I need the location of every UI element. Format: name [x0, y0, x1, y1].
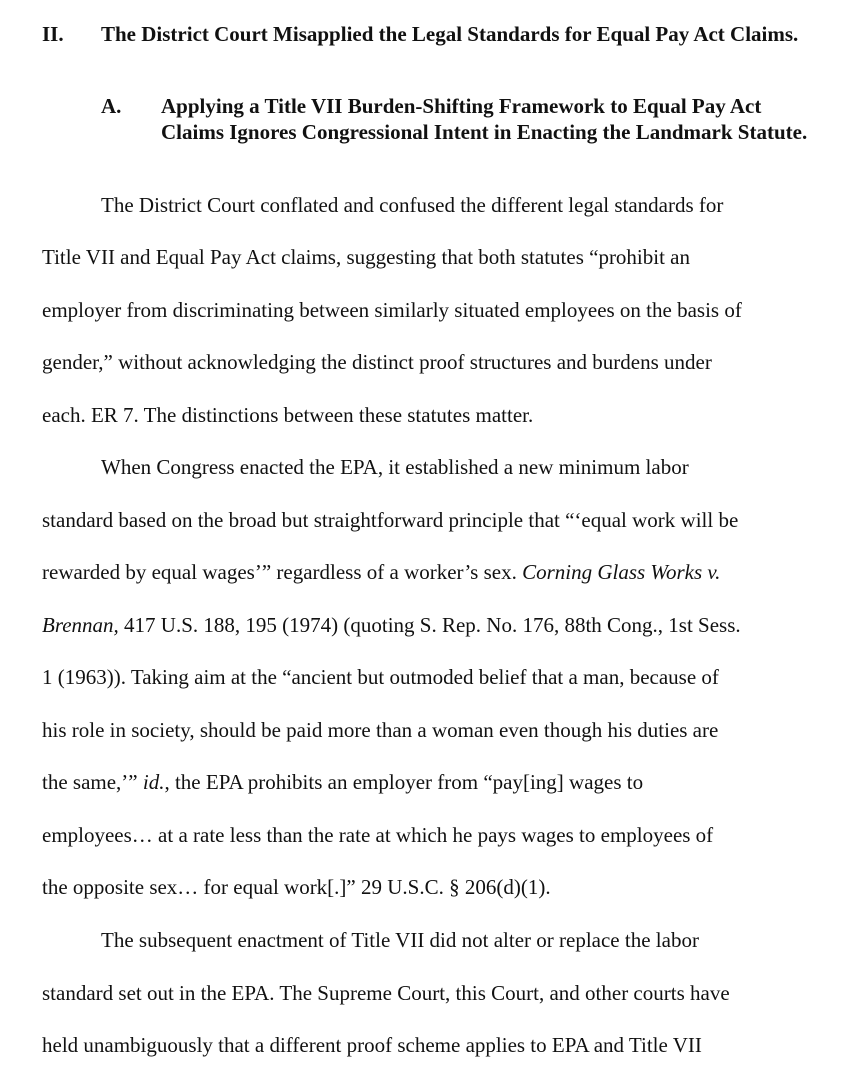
body-line: the opposite sex… for equal work[.]” 29 U.S.C. § 206(d)(1).	[42, 875, 551, 899]
body-line: standard based on the broad but straightforward principle that “‘equal work will be	[42, 508, 739, 532]
body-line: his role in society, should be paid more than a woman even though his duties are	[42, 718, 719, 742]
body-line: gender,” without acknowledging the distinct proof structures and burdens under	[42, 350, 712, 374]
body-text: 417 U.S. 188, 195 (1974) (quoting S. Rep. No. 176, 88th Cong., 1st Sess.	[118, 613, 741, 637]
body-line: Title VII and Equal Pay Act claims, suggesting that both statutes “prohibit an	[42, 245, 691, 269]
subsection-letter: A.	[101, 94, 122, 118]
body-line: When Congress enacted the EPA, it established a new minimum labor	[101, 455, 689, 479]
section-heading: The District Court Misapplied the Legal Standards for Equal Pay Act Claims.	[101, 22, 799, 46]
body-text: rewarded by equal wages’” regardless of a worker’s sex.	[42, 560, 517, 584]
section-number: II.	[42, 22, 64, 46]
body-line: standard set out in the EPA. The Supreme Court, this Court, and other courts have	[42, 981, 730, 1005]
body-line	[42, 612, 741, 638]
body-line	[42, 769, 643, 795]
body-line: 1 (1963)). Taking aim at the “ancient but outmoded belief that a man, because of	[42, 665, 719, 689]
body-line: held unambiguously that a different proof scheme applies to EPA and Title VII	[42, 1033, 702, 1057]
body-line: The subsequent enactment of Title VII did not alter or replace the labor	[101, 928, 699, 952]
body-line: employees… at a rate less than the rate at which he pays wages to employees of	[42, 823, 714, 847]
body-text: the same,’”	[42, 770, 143, 794]
body-line	[42, 559, 720, 585]
case-citation: Corning Glass Works v.	[522, 560, 721, 584]
subsection-heading: Applying a Title VII Burden-Shifting Framework to Equal Pay Act Claims Ignores Congressional Intent in Enacting the Landmark Statute.	[161, 94, 808, 144]
body-line: employer from discriminating between similarly situated employees on the basis of	[42, 298, 742, 322]
body-text: , the EPA prohibits an employer from “pay[ing] wages to	[164, 770, 644, 794]
body-line: each. ER 7. The distinctions between these statutes matter.	[42, 403, 534, 427]
id-citation: id.	[142, 770, 165, 794]
case-citation: Brennan,	[42, 613, 119, 637]
body-line: The District Court conflated and confused the different legal standards for	[101, 193, 724, 217]
